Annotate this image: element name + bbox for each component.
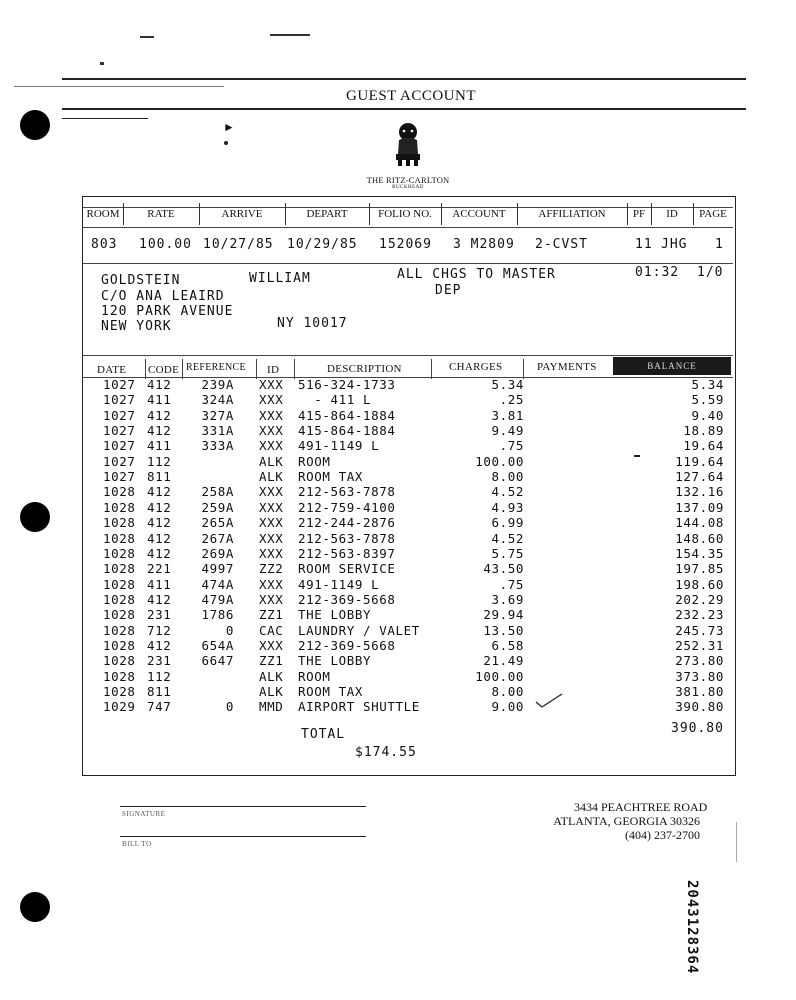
row-code: 412	[147, 591, 172, 607]
scan-speck	[100, 62, 104, 65]
guest-line3: 120 PARK AVENUE	[101, 304, 234, 319]
guest-city: NEW YORK	[101, 319, 172, 334]
row-reference: 267A	[201, 530, 234, 546]
signature-label: SIGNATURE	[122, 810, 166, 818]
row-date: 1028	[103, 668, 136, 684]
header-bottom-rule	[83, 227, 733, 228]
row-code: 412	[147, 484, 172, 500]
row-reference: 479A	[201, 591, 234, 607]
hdr-rate: RATE	[123, 203, 200, 225]
row-charge: 4.93	[491, 499, 524, 515]
logo-brand: THE RITZ-CARLTON	[366, 175, 450, 185]
check-mark-icon	[534, 690, 564, 710]
row-reference: 324A	[201, 392, 234, 408]
row-charge: 5.75	[491, 545, 524, 561]
row-charge: 4.52	[491, 530, 524, 546]
row-reference: 1786	[201, 607, 234, 623]
row-date: 1028	[103, 653, 136, 669]
hdr-page: PAGE	[699, 208, 727, 220]
row-id: XXX	[259, 530, 284, 546]
row-charge: .25	[499, 392, 524, 408]
row-charge: 5.34	[491, 377, 524, 392]
table-row	[0, 607, 796, 621]
row-id: ALK	[259, 453, 284, 469]
val-page: 1	[715, 237, 724, 252]
val-depart: 10/29/85	[287, 237, 358, 252]
row-id: XXX	[259, 484, 284, 500]
row-id: XXX	[259, 499, 284, 515]
row-balance: 232.23	[675, 607, 724, 623]
signature-line	[120, 806, 366, 807]
row-description: 415-864-1884	[298, 423, 396, 439]
row-id: XXX	[259, 545, 284, 561]
scan-speck	[14, 86, 224, 87]
row-code: 747	[147, 699, 172, 715]
row-balance: 197.85	[675, 561, 724, 577]
row-balance: 252.31	[675, 637, 724, 653]
table-row	[0, 408, 796, 422]
table-row	[0, 653, 796, 667]
row-balance: 390.80	[675, 699, 724, 715]
row-balance: 245.73	[675, 622, 724, 638]
hdr-id: ID	[651, 203, 694, 225]
row-date: 1027	[103, 469, 136, 485]
row-reference: 269A	[201, 545, 234, 561]
row-description: THE LOBBY	[298, 653, 372, 669]
row-id: ALK	[259, 469, 284, 485]
row-reference: 331A	[201, 423, 234, 439]
row-description: ROOM SERVICE	[298, 561, 396, 577]
guest-first-name: WILLIAM	[249, 271, 311, 286]
row-description: 212-369-5668	[298, 591, 396, 607]
row-description: 491-1149 L	[298, 576, 380, 592]
binder-hole-bottom	[20, 892, 50, 922]
val-room: 803	[91, 237, 118, 252]
guest-line2: C/O ANA LEAIRD	[101, 289, 225, 304]
row-description: 212-563-7878	[298, 484, 396, 500]
hdr-arrive: ARRIVE	[199, 203, 286, 225]
logo-location: BUCKHEAD	[392, 185, 424, 190]
title-rule-short	[62, 118, 148, 119]
row-date: 1028	[103, 622, 136, 638]
row-code: 412	[147, 637, 172, 653]
address-line2: ATLANTA, GEORGIA 30326	[553, 814, 700, 828]
row-balance: 381.80	[675, 684, 724, 699]
row-reference: 327A	[201, 407, 234, 423]
val-folio: 152069	[379, 237, 432, 252]
row-reference: 6647	[201, 653, 234, 669]
hdr-depart: DEPART	[285, 203, 370, 225]
row-code: 412	[147, 545, 172, 561]
row-charge: 3.81	[491, 407, 524, 423]
th-balance: BALANCE	[613, 357, 731, 375]
row-reference: 258A	[201, 484, 234, 500]
row-id: XXX	[259, 515, 284, 531]
row-id: XXX	[259, 377, 284, 392]
row-charge: 100.00	[475, 453, 524, 469]
table-row	[0, 561, 796, 575]
row-charge: 29.94	[483, 607, 524, 623]
row-reference: 474A	[201, 576, 234, 592]
row-date: 1028	[103, 591, 136, 607]
row-reference: 239A	[201, 377, 234, 392]
row-reference: 265A	[201, 515, 234, 531]
table-row	[0, 515, 796, 529]
row-description: LAUNDRY / VALET	[298, 622, 420, 638]
row-balance: 198.60	[675, 576, 724, 592]
row-code: 411	[147, 392, 172, 408]
row-balance: 273.80	[675, 653, 724, 669]
row-date: 1028	[103, 576, 136, 592]
bill-to-line	[120, 836, 366, 837]
table-row	[0, 684, 796, 698]
guest-note1: ALL CHGS TO MASTER	[397, 267, 556, 282]
row-balance: 154.35	[675, 545, 724, 561]
table-row	[0, 423, 796, 437]
table-row	[0, 592, 796, 606]
row-charge: 6.58	[491, 637, 524, 653]
row-code: 412	[147, 515, 172, 531]
row-balance: 132.16	[675, 484, 724, 500]
row-description: THE LOBBY	[298, 607, 372, 623]
th-description: DESCRIPTION	[327, 363, 402, 375]
row-reference: 4997	[201, 561, 234, 577]
total-handwritten: $174.55	[355, 745, 417, 760]
row-balance: 202.29	[675, 591, 724, 607]
row-description: ROOM	[298, 668, 331, 684]
row-description: 212-563-8397	[298, 545, 396, 561]
table-row	[0, 377, 796, 391]
th-payments: PAYMENTS	[537, 361, 597, 373]
table-row	[0, 484, 796, 498]
th-id: ID	[267, 364, 280, 376]
row-code: 231	[147, 607, 172, 623]
row-balance: 144.08	[675, 515, 724, 531]
row-date: 1029	[103, 699, 136, 715]
val-pf: 11	[635, 237, 653, 252]
row-date: 1027	[103, 392, 136, 408]
row-code: 412	[147, 499, 172, 515]
row-id: ZZ1	[259, 653, 284, 669]
total-label: TOTAL	[301, 727, 346, 742]
row-code: 412	[147, 407, 172, 423]
row-id: ZZ1	[259, 607, 284, 623]
table-row	[0, 500, 796, 514]
row-balance: 137.09	[675, 499, 724, 515]
row-date: 1028	[103, 499, 136, 515]
row-charge: 8.00	[491, 684, 524, 699]
document-title: GUEST ACCOUNT	[346, 88, 476, 104]
scan-mark: ►	[223, 120, 235, 134]
row-code: 221	[147, 561, 172, 577]
row-date: 1028	[103, 637, 136, 653]
guest-seq: 1/0	[697, 265, 724, 280]
guest-last-name: GOLDSTEIN	[101, 273, 181, 288]
val-id: JHG	[661, 237, 688, 252]
row-charge: 21.49	[483, 653, 524, 669]
guest-time: 01:32	[635, 265, 680, 280]
row-id: ZZ2	[259, 561, 284, 577]
row-date: 1027	[103, 423, 136, 439]
row-charge: 8.00	[491, 469, 524, 485]
row-description: 212-563-7878	[298, 530, 396, 546]
th-reference: REFERENCE	[186, 362, 246, 373]
row-code: 811	[147, 469, 172, 485]
top-rule	[62, 78, 746, 80]
row-reference: 259A	[201, 499, 234, 515]
row-description: 212-759-4100	[298, 499, 396, 515]
row-code: 412	[147, 377, 172, 392]
scan-mark	[736, 822, 737, 862]
row-code: 112	[147, 668, 172, 684]
row-balance: 373.80	[675, 668, 724, 684]
bill-to-label: BILL TO	[122, 840, 152, 848]
row-date: 1028	[103, 484, 136, 500]
scan-mark	[224, 141, 228, 145]
row-balance: 19.64	[683, 438, 724, 454]
address-phone: (404) 237-2700	[625, 828, 700, 842]
row-date: 1027	[103, 377, 136, 392]
row-date: 1027	[103, 407, 136, 423]
row-id: XXX	[259, 637, 284, 653]
row-id: ALK	[259, 668, 284, 684]
guest-top-rule	[83, 263, 733, 264]
row-charge: 9.49	[491, 423, 524, 439]
row-charge: 9.00	[491, 699, 524, 715]
table-row	[0, 469, 796, 483]
row-reference: 654A	[201, 637, 234, 653]
table-top-rule	[83, 355, 733, 356]
row-charge: 43.50	[483, 561, 524, 577]
row-charge: 13.50	[483, 622, 524, 638]
row-date: 1028	[103, 684, 136, 699]
table-row	[0, 454, 796, 468]
row-code: 712	[147, 622, 172, 638]
row-code: 411	[147, 438, 172, 454]
row-description: ROOM TAX	[298, 684, 364, 699]
row-description: 415-864-1884	[298, 407, 396, 423]
row-date: 1027	[103, 438, 136, 454]
binder-hole-top	[20, 110, 50, 140]
row-description: ROOM TAX	[298, 469, 364, 485]
row-code: 112	[147, 453, 172, 469]
row-reference: 333A	[201, 438, 234, 454]
row-date: 1028	[103, 561, 136, 577]
row-date: 1028	[103, 530, 136, 546]
row-code: 412	[147, 530, 172, 546]
row-charge: 100.00	[475, 668, 524, 684]
row-balance: 5.59	[691, 392, 724, 408]
row-date: 1027	[103, 453, 136, 469]
row-charge: 3.69	[491, 591, 524, 607]
row-code: 811	[147, 684, 172, 699]
th-date: DATE	[97, 364, 127, 376]
table-row	[0, 699, 796, 713]
row-balance: 119.64	[675, 453, 724, 469]
hdr-affiliation: AFFILIATION	[517, 203, 628, 225]
row-id: MMD	[259, 699, 284, 715]
scan-speck	[270, 34, 310, 36]
hdr-pf: PF	[627, 203, 652, 225]
row-description: - 411 L	[298, 392, 372, 408]
table-row	[0, 638, 796, 652]
table-row	[0, 438, 796, 452]
row-reference: 0	[225, 699, 234, 715]
row-description: ROOM	[298, 453, 331, 469]
table-row	[0, 531, 796, 545]
val-account: 3 M2809	[453, 237, 515, 252]
guest-state-zip: NY 10017	[277, 316, 348, 331]
row-charge: .75	[499, 438, 524, 454]
row-charge: 4.52	[491, 484, 524, 500]
val-affiliation: 2-CVST	[535, 237, 588, 252]
hdr-room: ROOM	[83, 203, 124, 225]
hdr-folio: FOLIO NO.	[369, 203, 442, 225]
row-balance: 5.34	[691, 377, 724, 392]
row-charge: 6.99	[491, 515, 524, 531]
row-date: 1028	[103, 607, 136, 623]
row-description: 491-1149 L	[298, 438, 380, 454]
table-row	[0, 623, 796, 637]
scan-speck	[140, 36, 154, 38]
row-description: 516-324-1733	[298, 377, 396, 392]
th-code: CODE	[148, 364, 180, 376]
scan-mark	[634, 455, 640, 457]
hdr-account: ACCOUNT	[441, 203, 518, 225]
row-id: ALK	[259, 684, 284, 699]
row-description: 212-369-5668	[298, 637, 396, 653]
row-id: XXX	[259, 576, 284, 592]
row-description: AIRPORT SHUTTLE	[298, 699, 420, 715]
row-balance: 127.64	[675, 469, 724, 485]
total-balance: 390.80	[671, 721, 724, 736]
lion-crest-icon	[388, 120, 428, 168]
val-rate: 100.00	[139, 237, 192, 252]
row-description: 212-244-2876	[298, 515, 396, 531]
row-balance: 9.40	[691, 407, 724, 423]
th-charges: CHARGES	[449, 361, 503, 373]
row-code: 411	[147, 576, 172, 592]
row-id: XXX	[259, 392, 284, 408]
table-row	[0, 546, 796, 560]
table-row	[0, 669, 796, 683]
row-id: XXX	[259, 591, 284, 607]
table-row	[0, 577, 796, 591]
row-id: XXX	[259, 407, 284, 423]
guest-note2: DEP	[435, 283, 462, 298]
row-id: XXX	[259, 438, 284, 454]
row-id: CAC	[259, 622, 284, 638]
row-id: XXX	[259, 423, 284, 439]
table-row	[0, 392, 796, 406]
row-date: 1028	[103, 515, 136, 531]
row-balance: 148.60	[675, 530, 724, 546]
ritz-carlton-logo	[366, 120, 450, 190]
val-arrive: 10/27/85	[203, 237, 274, 252]
row-reference: 0	[225, 622, 234, 638]
row-code: 412	[147, 423, 172, 439]
title-rule	[62, 108, 746, 110]
address-line1: 3434 PEACHTREE ROAD	[574, 800, 708, 814]
row-charge: .75	[499, 576, 524, 592]
row-balance: 18.89	[683, 423, 724, 439]
row-date: 1028	[103, 545, 136, 561]
row-code: 231	[147, 653, 172, 669]
